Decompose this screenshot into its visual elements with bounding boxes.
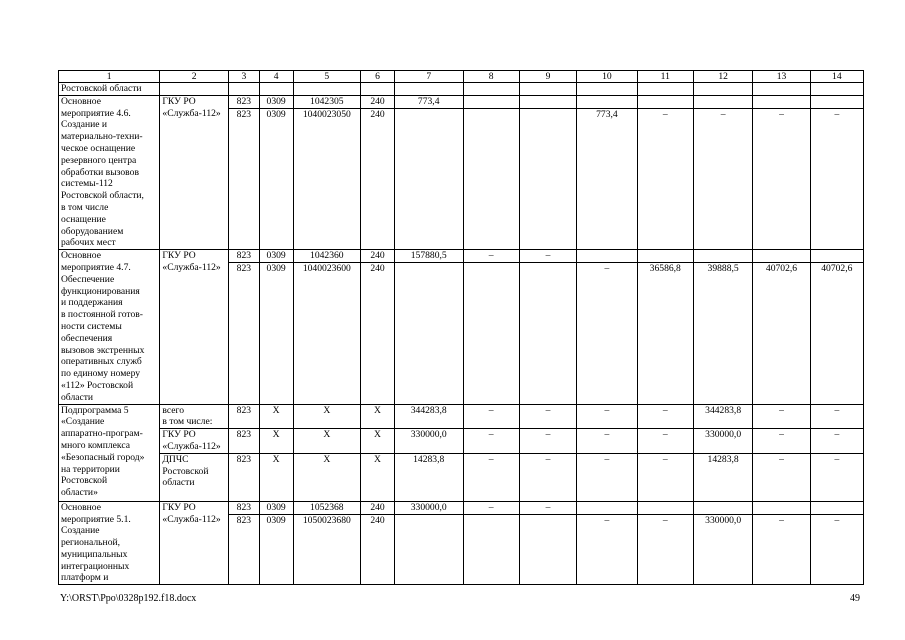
table-cell: 240: [361, 250, 395, 263]
table-cell: 0309: [259, 95, 293, 108]
table-cell: 1052368: [293, 501, 361, 515]
table-cell: –: [753, 108, 810, 249]
header-cell: 11: [637, 71, 693, 83]
table-cell: –: [753, 515, 810, 585]
table-cell: 1040023050: [293, 108, 361, 249]
table-cell: [463, 95, 519, 108]
executor-cell: ГКУ РО «Служба-112»: [160, 501, 229, 585]
table-cell: –: [637, 429, 693, 454]
table-cell: 1042360: [293, 250, 361, 263]
executor-cell: всего в том числе:: [160, 404, 229, 429]
header-cell: 4: [259, 71, 293, 83]
table-cell: 40702,6: [753, 263, 810, 404]
table-cell: –: [519, 404, 576, 429]
table-cell: 36586,8: [637, 263, 693, 404]
executor-cell: ГКУ РО «Служба-112»: [160, 95, 229, 249]
table-cell: [753, 501, 810, 515]
table-cell: –: [753, 453, 810, 501]
table-cell: Х: [361, 453, 395, 501]
table-cell: [394, 515, 463, 585]
table-cell: –: [637, 515, 693, 585]
table-cell: 157880,5: [394, 250, 463, 263]
table-cell: 330000,0: [394, 429, 463, 454]
table-cell: 330000,0: [394, 501, 463, 515]
table-cell: 40702,6: [810, 263, 863, 404]
table-cell: 0309: [259, 515, 293, 585]
table-cell: [693, 250, 752, 263]
table-cell: [810, 250, 863, 263]
header-cell: 5: [293, 71, 361, 83]
table-cell: 240: [361, 95, 395, 108]
table-cell: 823: [229, 404, 260, 429]
table-row: [59, 404, 864, 429]
table-cell: [637, 501, 693, 515]
table-cell: –: [810, 515, 863, 585]
header-cell: 14: [810, 71, 863, 83]
table-cell: 823: [229, 453, 260, 501]
table-cell: 39888,5: [693, 263, 752, 404]
table-cell: –: [463, 429, 519, 454]
table-cell: 240: [361, 263, 395, 404]
table-cell: –: [810, 404, 863, 429]
table-cell: –: [753, 429, 810, 454]
header-row: [59, 71, 864, 83]
measure-name: Основное мероприятие 4.6. Создание и материально-техни- ческое оснащение резервного центра обработки вызовов системы-112 Ростовской области, в том числе оснащение оборудованием рабочих мест: [59, 95, 160, 249]
table-row: [59, 453, 864, 501]
table-cell: 1042305: [293, 95, 361, 108]
page-number: 49: [850, 593, 860, 604]
executor-cell: ГКУ РО «Служба-112»: [160, 250, 229, 404]
table-cell: 344283,8: [693, 404, 752, 429]
header-cell: 3: [229, 71, 260, 83]
table-cell: 240: [361, 515, 395, 585]
table-cell: 330000,0: [693, 515, 752, 585]
table-cell: [693, 501, 752, 515]
table-cell: [753, 250, 810, 263]
table-cell: –: [463, 453, 519, 501]
continuation-row: [59, 83, 864, 96]
table-cell: –: [577, 429, 637, 454]
table-cell: [577, 250, 637, 263]
table-cell: –: [577, 263, 637, 404]
table-cell: –: [637, 453, 693, 501]
table-cell: 1040023600: [293, 263, 361, 404]
table-cell: [394, 263, 463, 404]
table-cell: –: [577, 404, 637, 429]
header-cell: 2: [160, 71, 229, 83]
table-cell: [637, 95, 693, 108]
table-cell: –: [577, 515, 637, 585]
table-cell: –: [463, 250, 519, 263]
table-cell: 823: [229, 429, 260, 454]
table-cell: –: [637, 108, 693, 249]
header-cell: 12: [693, 71, 752, 83]
executor-cell: ГКУ РО «Служба-112»: [160, 429, 229, 454]
table-cell: 0309: [259, 501, 293, 515]
header-cell: 10: [577, 71, 637, 83]
table-cell: [394, 108, 463, 249]
table-cell: [810, 95, 863, 108]
table-cell: Х: [259, 453, 293, 501]
table-cell: [577, 501, 637, 515]
table-cell: –: [637, 404, 693, 429]
table-cell: 14283,8: [693, 453, 752, 501]
table-row: [59, 95, 864, 108]
table-cell: Х: [361, 404, 395, 429]
table-cell: 344283,8: [394, 404, 463, 429]
table-cell: 823: [229, 250, 260, 263]
table-cell: 773,4: [577, 108, 637, 249]
table-row: [59, 429, 864, 454]
table-cell: –: [810, 453, 863, 501]
header-cell: 7: [394, 71, 463, 83]
table-cell: Х: [259, 429, 293, 454]
table-cell: 823: [229, 108, 260, 249]
table-cell: Х: [293, 429, 361, 454]
table-cell: Х: [293, 453, 361, 501]
table-cell: 0309: [259, 108, 293, 249]
table-cell: 0309: [259, 263, 293, 404]
table-cell: [637, 250, 693, 263]
table-cell: Х: [361, 429, 395, 454]
table-cell: [519, 108, 576, 249]
file-path: Y:\ORST\Ppo\0328p192.f18.docx: [60, 593, 197, 604]
table-cell: 773,4: [394, 95, 463, 108]
table-cell: –: [810, 108, 863, 249]
table-cell: [519, 515, 576, 585]
table-cell: 240: [361, 501, 395, 515]
table-cell: 823: [229, 263, 260, 404]
continuation-cell: Ростовской области: [59, 83, 160, 96]
measure-name: Основное мероприятие 4.7. Обеспечение функционирования и поддержания в постоянной готов- ности системы обеспечения вызовов экстренных оперативных служб по единому номеру «112» Ростовской области: [59, 250, 160, 404]
table-cell: 330000,0: [693, 429, 752, 454]
table-cell: [463, 263, 519, 404]
table-row: [59, 250, 864, 263]
table-cell: [810, 501, 863, 515]
table-cell: 0309: [259, 250, 293, 263]
table-cell: 14283,8: [394, 453, 463, 501]
table-cell: 240: [361, 108, 395, 249]
table-cell: [753, 95, 810, 108]
table-cell: –: [753, 404, 810, 429]
table-cell: Х: [293, 404, 361, 429]
table-cell: –: [693, 108, 752, 249]
table-cell: [693, 95, 752, 108]
header-cell: 6: [361, 71, 395, 83]
header-cell: 1: [59, 71, 160, 83]
executor-cell: ДПЧС Ростовской области: [160, 453, 229, 501]
table-cell: [463, 108, 519, 249]
budget-table: [58, 70, 864, 585]
table-cell: –: [810, 429, 863, 454]
table-cell: –: [519, 453, 576, 501]
header-cell: 8: [463, 71, 519, 83]
table-cell: 823: [229, 501, 260, 515]
table-cell: 823: [229, 515, 260, 585]
table-cell: 823: [229, 95, 260, 108]
table-cell: –: [519, 429, 576, 454]
table-cell: [519, 95, 576, 108]
table-cell: [463, 515, 519, 585]
header-cell: 9: [519, 71, 576, 83]
table-cell: –: [463, 501, 519, 515]
table-cell: Х: [259, 404, 293, 429]
table-cell: [577, 95, 637, 108]
measure-name: Основное мероприятие 5.1. Создание региональной, муниципальных интеграционных платформ и: [59, 501, 160, 585]
table-cell: 1050023680: [293, 515, 361, 585]
table-cell: –: [577, 453, 637, 501]
table-cell: –: [519, 250, 576, 263]
header-cell: 13: [753, 71, 810, 83]
table-cell: –: [463, 404, 519, 429]
table-cell: –: [519, 501, 576, 515]
subprogram-name: Подпрограмма 5 «Создание аппаратно-програм- много комплекса «Безопасный город» на территории Ростовской области»: [59, 404, 160, 501]
table-row: [59, 501, 864, 515]
table-cell: [519, 263, 576, 404]
